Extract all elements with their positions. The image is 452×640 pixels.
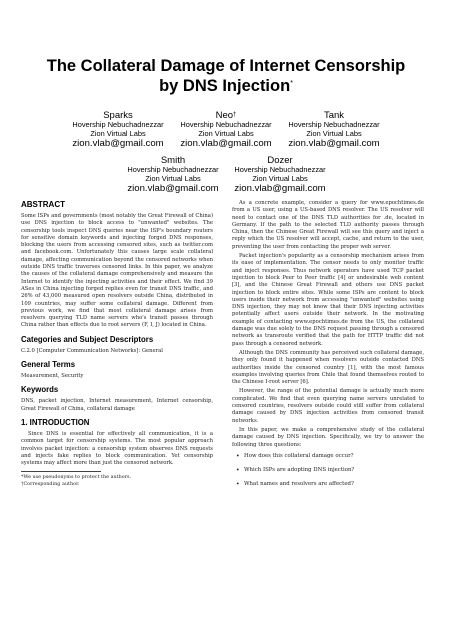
paragraph: Packet injection's popularity as a censorship mechanism arises from its ease of implementation. The censor needs to only monitor traffic and inject responses. Thus network operators have used TCP packet injection to block Peer to Peer traffic [4] or undesirable web content [3], and the Chinese Great Firewall and others use DNS packet injection to block entire sites. While some ISPs are content to block users inside their network from accessing "unwanted" websites using DNS injection, they may not know that their DNS injecting activities potentially affect users outside their network. In the motivating example of contacting www.epochtimes.de from the US, the collateral damage was due solely to the DNS request passing through a censored network as transroute verified that the path for HTTP traffic did not pass through a censored network. (232, 253, 424, 347)
author-affiliation: Hovership Nebuchadnezzar (72, 120, 164, 129)
introduction-text: Since DNS is essential for effectively all communication, it is a common target for censorship systems. The most popular approach involves packet injection: a censorship system observes DNS requests and injects fake replies to block communication. Yet censorship systems may affect more than just the censored network. (21, 430, 213, 467)
author-name: Tank (323, 110, 345, 121)
paragraph: However, the range of the potential damage is actually much more complicated. We find that even querying name servers unrelated to censored countries, resolvers outside could still suffer from collateral damage caused by DNS injection activities from censored transit networks. (232, 388, 424, 424)
author-org: Zion Virtual Labs (306, 128, 362, 138)
author-org: Zion Virtual Labs (145, 173, 201, 183)
paragraph: In this paper, we make a comprehensive study of the collateral damage caused by DNS injection. Specifically, we try to answer the following three questions: (232, 426, 424, 448)
keywords-text: DNS, packet injection, Internet measurement, Internet censorship, Great Firewall of China, collateral damage (21, 398, 213, 412)
general-terms-heading: General Terms (21, 360, 76, 370)
paper-title (40, 56, 412, 96)
left-column (21, 200, 213, 487)
list-item: • Which ISPs are adopting DNS injection? (244, 467, 424, 474)
title-footnote-mark: * (290, 80, 293, 87)
paragraph: As a concrete example, consider a query for www.epochtimes.de from a US user, using a US-based DNS resolver. The US resolver will need to contact one of the DNS TLD authorities for .de, located in Germany. If the path to the selected TLD authority passes through China, then the Chinese Great Firewall will see this query and inject a reply which the US resolver will accept, cache, and return to the user, preventing the user from contacting the proper web server. (232, 200, 424, 250)
author-affiliation: Hovership Nebuchadnezzar (180, 120, 272, 129)
author-org: Zion Virtual Labs (90, 128, 146, 138)
keywords-heading: Keywords (21, 385, 59, 395)
footnote-divider (21, 471, 101, 472)
author-mark: † (233, 112, 237, 118)
author-org: Zion Virtual Labs (252, 173, 308, 183)
author-block-smith (118, 155, 228, 194)
author-name: Smith (160, 155, 186, 166)
author-email: zion.vlab@gmail.com (234, 183, 326, 195)
author-email: zion.vlab@gmail.com (180, 138, 272, 150)
title-text: The Collateral Damage of Internet Censorship by DNS Injection (46, 57, 406, 95)
right-column (232, 200, 424, 496)
paragraph: Although the DNS community has perceived such collateral damage, they only found it happened when resolvers outside contacted DNS authorities inside the censored country [1], with the most famous examples involving queries from Chile that found themselves routed to the Chinese I-root server [6]. (232, 349, 424, 386)
introduction-heading: 1. INTRODUCTION (21, 417, 90, 427)
categories-heading: Categories and Subject Descriptors (21, 334, 154, 344)
categories-text: C.2.0 [Computer Communication Networks]: General (21, 347, 163, 354)
author-affiliation: Hovership Nebuchadnezzar (234, 165, 326, 174)
footnote-pseudonyms: *We use pseudonyms to protect the authors. (21, 474, 132, 481)
author-email: zion.vlab@gmail.com (288, 138, 380, 150)
abstract-text: Some ISPs and governments (most notably the Great Firewall of China) use DNS injection to block access to "unwanted" websites. The censorship tools inspect DNS queries near the ISP's boundary routers for sensitive domain keywords and injecting forged DNS responses, blocking the users from accessing censored sites, such as twitter.com and facebook.com. Unfortunately this causes large scale collateral damage, affecting communication beyond the censored networks when outside DNS traffic traverses censored links. In this paper, we analyze the causes of the collateral damage comprehensively and measure the Internet to identify the injecting activities and their effect. We find 39 ASes in China injecting forged replies even for transit DNS traffic, and 26% of 43,000 measured open resolvers outside China, distributed in 109 countries, may suffer some collateral damage. Different from previous work, we find that most collateral damage arises from resolvers querying TLD name servers who's transit passes through China rather than effects due to root servers (F, I, J) located in China. (21, 213, 213, 329)
list-item: • How does this collateral damage occur? (244, 453, 424, 460)
research-questions-list (232, 453, 424, 489)
author-block-dozer (225, 155, 335, 194)
author-name: Dozer (267, 155, 293, 166)
abstract-heading: ABSTRACT (21, 200, 65, 209)
author-org: Zion Virtual Labs (198, 128, 254, 138)
author-block-sparks (63, 110, 173, 149)
author-affiliation: Hovership Nebuchadnezzar (288, 120, 380, 129)
general-terms-text: Measurement, Security (21, 373, 84, 380)
author-block-neo (171, 110, 281, 149)
author-affiliation: Hovership Nebuchadnezzar (127, 165, 219, 174)
author-email: zion.vlab@gmail.com (72, 138, 164, 150)
footnote-corresponding-author: †Corresponding author. (21, 480, 80, 487)
list-item: • What names and resolvers are affected? (244, 481, 424, 488)
author-name: Neo (215, 110, 234, 121)
author-name: Sparks (103, 110, 133, 121)
author-email: zion.vlab@gmail.com (127, 183, 219, 195)
author-block-tank (279, 110, 389, 149)
